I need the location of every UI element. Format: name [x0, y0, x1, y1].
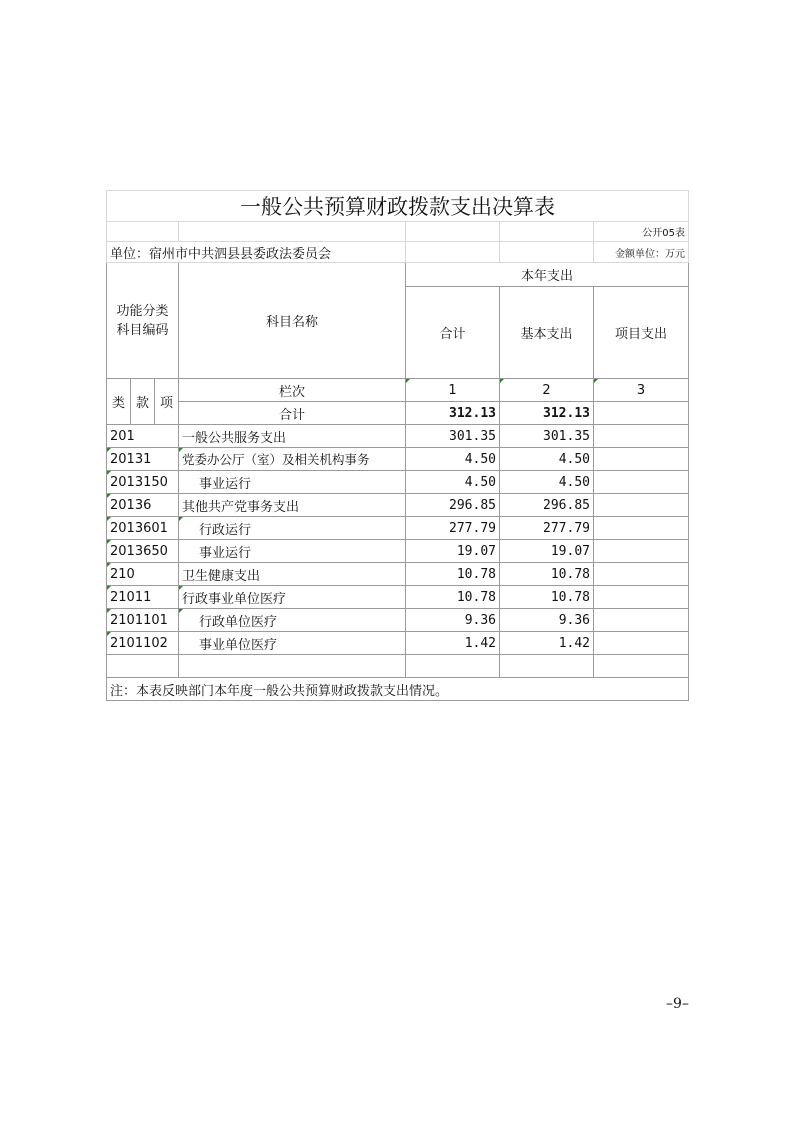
- row-total: 4.50: [406, 448, 500, 471]
- unit-label: 单位：宿州市中共泗县县委政法委员会: [107, 242, 406, 263]
- column-no-label: 栏次: [179, 379, 406, 402]
- header-func-class: 功能分类: [116, 303, 169, 319]
- row-code: 2013150: [107, 471, 179, 494]
- row-name: 事业运行: [179, 471, 406, 494]
- table-note: 注：本表反映部门本年度一般公共预算财政拨款支出情况。: [107, 678, 689, 701]
- row-code: 2101102: [107, 632, 179, 655]
- page-number: –9–: [666, 996, 689, 1012]
- table-row: [107, 425, 689, 448]
- table-row: [107, 448, 689, 471]
- row-project: [594, 540, 689, 563]
- row-total: 9.36: [406, 609, 500, 632]
- row-basic: 4.50: [500, 448, 594, 471]
- row-total: 4.50: [406, 471, 500, 494]
- row-project: [594, 609, 689, 632]
- budget-sheet: [106, 190, 688, 701]
- row-name: 行政运行: [179, 517, 406, 540]
- row-total: 277.79: [406, 517, 500, 540]
- column-no-1: 1: [406, 379, 500, 402]
- row-name: 事业运行: [179, 540, 406, 563]
- row-code: 21011: [107, 586, 179, 609]
- column-no-2: 2: [500, 379, 594, 402]
- header-subject-code: 科目编码: [116, 322, 169, 338]
- header-basic: 基本支出: [500, 287, 594, 379]
- row-total: 10.78: [406, 563, 500, 586]
- row-name: 行政单位医疗: [179, 609, 406, 632]
- table-title: 一般公共预算财政拨款支出决算表: [107, 191, 689, 222]
- row-code: 20131: [107, 448, 179, 471]
- row-code: 2013601: [107, 517, 179, 540]
- row-project: [594, 471, 689, 494]
- header-current-year: 本年支出: [406, 263, 689, 287]
- row-project: [594, 494, 689, 517]
- header-kuan: 款: [131, 379, 155, 425]
- row-basic: 19.07: [500, 540, 594, 563]
- row-project: [594, 586, 689, 609]
- row-project: [594, 448, 689, 471]
- row-project: [594, 425, 689, 448]
- row-name: 卫生健康支出: [179, 563, 406, 586]
- row-code: 20136: [107, 494, 179, 517]
- amount-unit: 金额单位：万元: [594, 242, 689, 263]
- row-total: 296.85: [406, 494, 500, 517]
- table-row: [107, 471, 689, 494]
- row-total: 301.35: [406, 425, 500, 448]
- table-row: [107, 540, 689, 563]
- row-name: 事业单位医疗: [179, 632, 406, 655]
- row-project: [594, 517, 689, 540]
- table-row-empty: [107, 655, 689, 678]
- header-total: 合计: [406, 287, 500, 379]
- sum-label: 合计: [179, 402, 406, 425]
- table-row: [107, 632, 689, 655]
- expenditure-table: [106, 190, 689, 701]
- row-basic: 9.36: [500, 609, 594, 632]
- header-lei: 类: [107, 379, 131, 425]
- row-name: 一般公共服务支出: [179, 425, 406, 448]
- table-row: [107, 517, 689, 540]
- row-code: 2013650: [107, 540, 179, 563]
- header-xiang: 项: [155, 379, 179, 425]
- sum-basic: 312.13: [500, 402, 594, 425]
- row-basic: 1.42: [500, 632, 594, 655]
- header-project: 项目支出: [594, 287, 689, 379]
- row-project: [594, 632, 689, 655]
- table-row: [107, 494, 689, 517]
- row-name: 党委办公厅（室）及相关机构事务: [179, 448, 406, 471]
- table-row: [107, 586, 689, 609]
- row-project: [594, 563, 689, 586]
- row-basic: 277.79: [500, 517, 594, 540]
- table-row: [107, 563, 689, 586]
- row-code: 201: [107, 425, 179, 448]
- row-total: 19.07: [406, 540, 500, 563]
- row-total: 10.78: [406, 586, 500, 609]
- row-basic: 296.85: [500, 494, 594, 517]
- sum-total: 312.13: [406, 402, 500, 425]
- row-name: 其他共产党事务支出: [179, 494, 406, 517]
- row-code: 210: [107, 563, 179, 586]
- row-total: 1.42: [406, 632, 500, 655]
- sum-project: [594, 402, 689, 425]
- row-code: 2101101: [107, 609, 179, 632]
- row-basic: 301.35: [500, 425, 594, 448]
- row-name: 行政事业单位医疗: [179, 586, 406, 609]
- row-basic: 10.78: [500, 586, 594, 609]
- table-row: [107, 609, 689, 632]
- column-no-3: 3: [594, 379, 689, 402]
- row-basic: 10.78: [500, 563, 594, 586]
- form-code: 公开05表: [594, 222, 689, 242]
- header-subject-name: 科目名称: [179, 263, 406, 379]
- row-basic: 4.50: [500, 471, 594, 494]
